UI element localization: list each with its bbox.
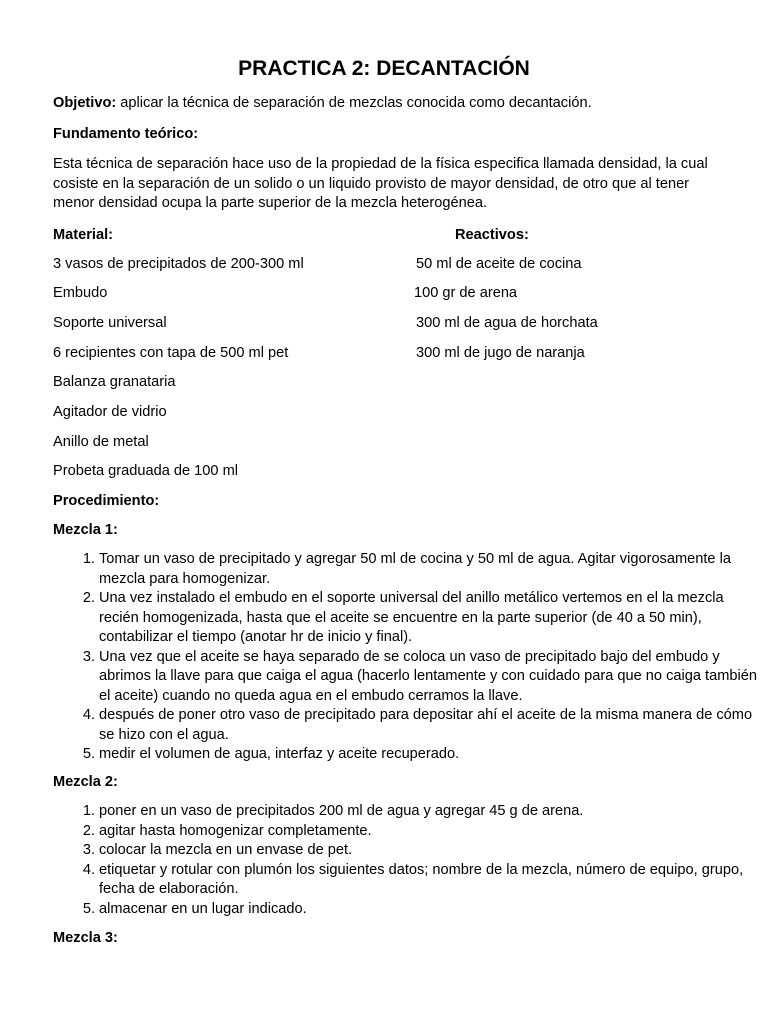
list-item: 2. Una vez instalado el embudo en el soporte universal del anillo metálico vertemos en el la mezcla recién homogenizada, hasta que el aceite se encuentre en la parte superior (de 40 a 50 min), contabilizar el tiempo (anotar hr de inicio y final).: [82, 590, 724, 645]
theory-text: Esta técnica de separación hace uso de la propiedad de la física especifica llamada densidad, la cual cosiste en la separación de un solido o un liquido provisto de mayor densidad, de otro que al tener menor densidad ocupa la parte superior de la mezcla heterogénea.: [53, 156, 708, 211]
material-item: Probeta graduada de 100 ml: [53, 463, 238, 479]
step-text: poner en un vaso de precipitados 200 ml de agua y agregar 45 g de arena.: [99, 803, 584, 819]
material-item: Anillo de metal: [53, 434, 149, 450]
mix3-heading: Mezcla 3:: [53, 930, 118, 946]
mix2-heading: Mezcla 2:: [53, 774, 118, 790]
mix2-steps: [53, 802, 764, 919]
list-item: 5. almacenar en un lugar indicado.: [82, 900, 307, 917]
objective-label: Objetivo:: [53, 95, 117, 111]
step-text: etiquetar y rotular con plumón los siguientes datos; nombre de la mezcla, número de equipo, grupo, fecha de elaboración.: [99, 861, 744, 897]
step-text: Una vez que el aceite se haya separado de se coloca un vaso de precipitado bajo del embudo y abrimos la llave para que caiga el agua (hacerlo lentamente y con cuidado para que no caiga también el aceite) cuando no queda agua en el embudo cerramos la llave.: [99, 648, 757, 704]
objective-text: aplicar la técnica de separación de mezclas conocida como decantación.: [116, 95, 592, 111]
step-text: colocar la mezcla en un envase de pet.: [99, 842, 353, 858]
list-item: 3. colocar la mezcla en un envase de pet.: [82, 842, 353, 858]
list-item: 1. poner en un vaso de precipitados 200 ml de agua y agregar 45 g de arena.: [82, 803, 584, 819]
list-item: 3. Una vez que el aceite se haya separado de se coloca un vaso de precipitado bajo del embudo y abrimos la llave para que caiga el agua (hacerlo lentamente y con cuidado para que no caiga también el aceite) cuando no queda agua en el embudo cerramos la llave.: [82, 648, 757, 704]
reagent-item: 50 ml de aceite de cocina: [416, 256, 582, 272]
mix1-steps: [53, 550, 764, 765]
material-item: Embudo: [53, 285, 108, 301]
list-item: 4. después de poner otro vaso de precipitado para depositar ahí el aceite de la misma manera de cómo se hizo con el agua.: [82, 707, 753, 743]
list-item: 4. etiquetar y rotular con plumón los siguientes datos; nombre de la mezcla, número de equipo, grupo, fecha de elaboración.: [82, 861, 744, 897]
step-text: medir el volumen de agua, interfaz y aceite recuperado.: [99, 746, 460, 762]
step-text: agitar hasta homogenizar completamente.: [99, 822, 372, 839]
list-item: 2. agitar hasta homogenizar completamente.: [82, 822, 372, 839]
material-item: Soporte universal: [53, 315, 167, 331]
step-text: almacenar en un lugar indicado.: [99, 900, 307, 917]
material-item: 6 recipientes con tapa de 500 ml pet: [53, 345, 289, 361]
reagent-item: 300 ml de agua de horchata: [416, 315, 598, 331]
reagents-heading: Reactivos:: [455, 227, 529, 243]
step-text: Tomar un vaso de precipitado y agregar 50 ml de cocina y 50 ml de agua. Agitar vigorosamente la mezcla para homogenizar.: [99, 551, 731, 587]
mix1-heading: Mezcla 1:: [53, 522, 118, 538]
list-item: 5. medir el volumen de agua, interfaz y aceite recuperado.: [82, 746, 460, 762]
reagent-item: 100 gr de arena: [414, 285, 518, 301]
materials-heading: Material:: [53, 227, 114, 243]
procedure-heading: Procedimiento:: [53, 493, 160, 509]
material-item: Balanza granataria: [53, 374, 176, 390]
theory-heading: Fundamento teórico:: [53, 126, 199, 142]
step-text: después de poner otro vaso de precipitado para depositar ahí el aceite de la misma manera de cómo se hizo con el agua.: [99, 707, 753, 743]
material-item: 3 vasos de precipitados de 200-300 ml: [53, 256, 304, 272]
list-item: 1. Tomar un vaso de precipitado y agregar 50 ml de cocina y 50 ml de agua. Agitar vigorosamente la mezcla para homogenizar.: [82, 551, 731, 587]
reagent-item: 300 ml de jugo de naranja: [416, 345, 585, 361]
material-item: Agitador de vidrio: [53, 404, 167, 420]
step-text: Una vez instalado el embudo en el soporte universal del anillo metálico vertemos en el la mezcla recién homogenizada, hasta que el aceite se encuentre en la parte superior (de 40 a 50 min), contabilizar el tiempo (anotar hr de inicio y final).: [99, 590, 724, 645]
objective-paragraph: [53, 94, 718, 114]
page-title: PRACTICA 2: DECANTACIÓN: [238, 57, 530, 80]
